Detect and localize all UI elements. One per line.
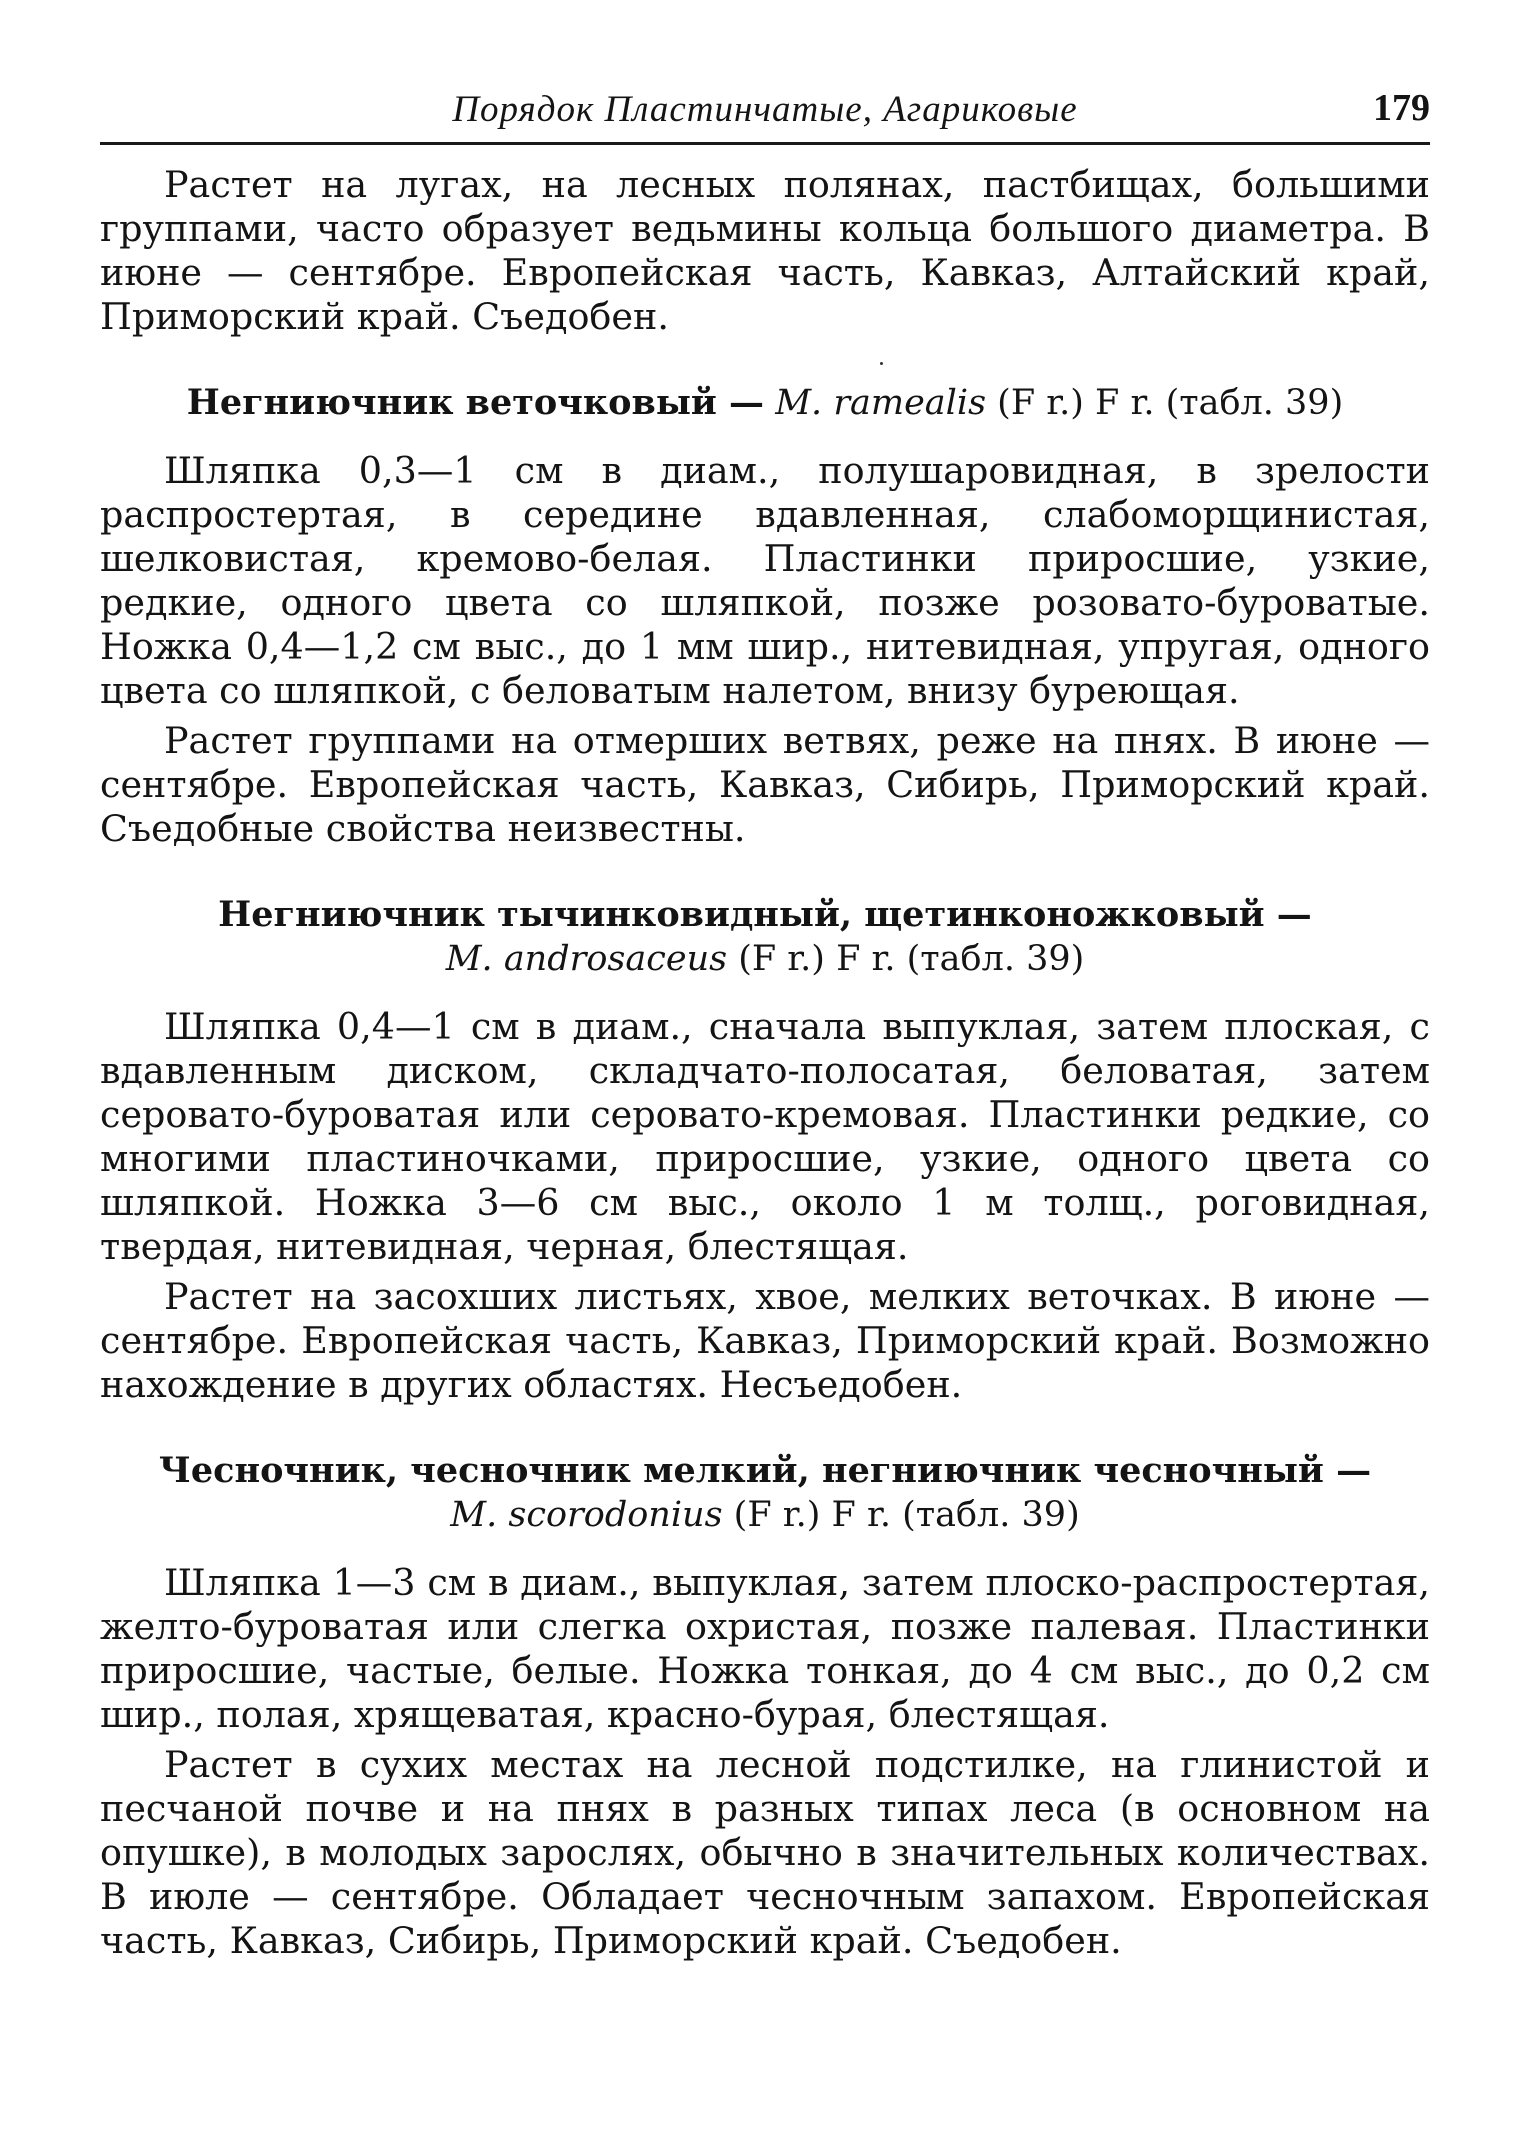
running-title: Порядок Пластинчатые, Агариковые (452, 89, 1078, 130)
entry-description: Шляпка 1—3 см в диам., выпуклая, затем плоско-распростертая, желто-буроватая или слегка охристая, позже палевая. Пластинки приросшие, частые, белые. Ножка тонкая, до 4 см выс., до 0,2 см шир., полая, хрящеватая, красно-бурая, блестящая. (100, 1561, 1430, 1736)
common-name: Негниючник тычинковидный, щетинконожковый — (218, 894, 1312, 935)
authority: (F r.) F r. (997, 383, 1155, 423)
genus-abbr: M. (775, 383, 823, 423)
entry-heading-scorodonius (100, 1449, 1430, 1537)
scientific-line (100, 1493, 1430, 1537)
intro-paragraph: Растет на лугах, на лесных полянах, пастбищах, большими группами, часто образует ведьмины кольца большого диаметра. В июне — сентябре. Европейская часть, Кавказ, Алтайский край, Приморский край. Съедобен. (100, 163, 1430, 338)
common-name: Чесночник, чесночник мелкий, негниючник чесночный — (158, 1450, 1372, 1491)
common-name: Негниючник веточковый — (186, 382, 765, 423)
scientific-line (100, 937, 1430, 981)
entry-habitat: Растет в сухих местах на лесной подстилке, на глинистой и песчаной почве и на пнях в разных типах леса (в основном на опушке), в молодых зарослях, обычно в значительных количествах. В июле — сентябре. Обладает чесночным запахом. Европейская часть, Кавказ, Сибирь, Приморский край. Съедобен. (100, 1743, 1430, 1962)
genus-abbr: M. (445, 939, 493, 979)
entry-heading-androsaceus (100, 893, 1430, 981)
entry-description: Шляпка 0,4—1 см в диам., сначала выпуклая, затем плоская, с вдавленным диском, складчато-полосатая, беловатая, затем серовато-буроватая или серовато-кремовая. Пластинки редкие, со многими пластиночками, приросшие, узкие, одного цвета со шляпкой. Ножка 3—6 см выс., около 1 м толщ., роговидная, твердая, нитевидная, черная, блестящая. (100, 1005, 1430, 1268)
species-name: ramealis (833, 383, 987, 423)
book-page (100, 80, 1430, 1963)
page-header (100, 80, 1430, 145)
species-name: scorodonius (508, 1495, 723, 1535)
page-number: 179 (1373, 87, 1430, 129)
print-speck (880, 362, 883, 365)
entry-heading-ramealis (100, 381, 1430, 425)
entry-habitat: Растет группами на отмерших ветвях, реже на пнях. В июне — сентябре. Европейская часть, Кавказ, Сибирь, Приморский край. Съедобные свойства неизвестны. (100, 719, 1430, 850)
authority: (F r.) F r. (738, 939, 896, 979)
plate-reference: (табл. 39) (906, 939, 1085, 979)
species-name: androsaceus (503, 939, 728, 979)
plate-reference: (табл. 39) (902, 1495, 1080, 1535)
entry-description: Шляпка 0,3—1 см в диам., полушаровидная, в зрелости распростертая, в середине вдавленная, слабоморщинистая, шелковистая, кремово-белая. Пластинки приросшие, узкие, редкие, одного цвета со шляпкой, позже розовато-буроватые. Ножка 0,4—1,2 см выс., до 1 мм шир., нитевидная, упругая, одного цвета со шляпкой, с беловатым налетом, внизу буреющая. (100, 449, 1430, 712)
plate-reference: (табл. 39) (1165, 383, 1344, 423)
genus-abbr: M. (450, 1495, 498, 1535)
entry-habitat: Растет на засохших листьях, хвое, мелких веточках. В июне — сентябре. Европейская часть, Кавказ, Приморский край. Возможно нахождение в других областях. Несъедобен. (100, 1275, 1430, 1406)
page-content (100, 145, 1430, 1963)
authority: (F r.) F r. (733, 1495, 891, 1535)
